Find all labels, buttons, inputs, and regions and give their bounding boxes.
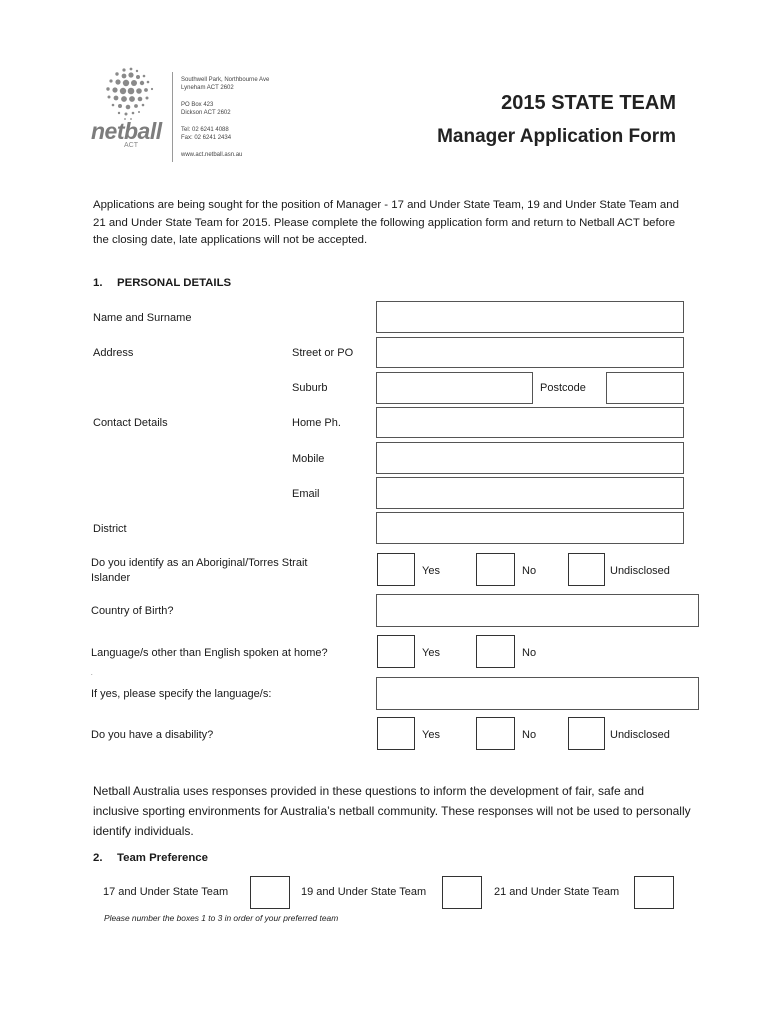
name-field[interactable] xyxy=(376,301,684,333)
language-yes-label: Yes xyxy=(422,647,440,659)
postcode-label: Postcode xyxy=(540,382,586,394)
home-phone-field[interactable] xyxy=(376,407,684,438)
team-21-label: 21 and Under State Team xyxy=(494,886,620,898)
team-19-rank-box[interactable] xyxy=(442,876,482,909)
street-label: Street or PO xyxy=(292,347,354,359)
email-label: Email xyxy=(292,488,320,500)
team-17-rank-box[interactable] xyxy=(250,876,290,909)
postcode-field[interactable] xyxy=(606,372,684,404)
team-preference-note: Please number the boxes 1 to 3 in order of your preferred team xyxy=(104,913,339,923)
disability-no-checkbox[interactable] xyxy=(476,717,515,750)
language-no-label: No xyxy=(522,647,537,659)
disability-no-label: No xyxy=(522,729,537,741)
header-divider xyxy=(172,72,173,162)
mobile-label: Mobile xyxy=(292,453,325,465)
contact-line: Fax: 02 6241 2434 xyxy=(181,135,232,141)
contact-website: www.act.netball.asn.au xyxy=(181,152,243,158)
language-no-checkbox[interactable] xyxy=(476,635,515,668)
netball-logo-dots xyxy=(100,66,166,122)
suburb-label: Suburb xyxy=(292,382,328,394)
address-label: Address xyxy=(93,347,134,359)
aboriginal-yes-label: Yes xyxy=(422,565,440,577)
aboriginal-undisclosed-checkbox[interactable] xyxy=(568,553,605,586)
section-1-heading: PERSONAL DETAILS xyxy=(117,277,232,289)
aboriginal-no-checkbox[interactable] xyxy=(476,553,515,586)
disability-question: Do you have a disability? xyxy=(91,729,214,741)
section-2-number: 2. xyxy=(93,852,103,864)
language-specify-question: If yes, please specify the language/s: xyxy=(91,688,272,700)
aboriginal-question: Do you identify as an Aboriginal/Torres Strait Islander xyxy=(91,557,308,584)
email-field[interactable] xyxy=(376,477,684,509)
stray-dot: . xyxy=(91,671,93,677)
form-title-line2: Manager Application Form xyxy=(437,126,676,147)
mobile-field[interactable] xyxy=(376,442,684,474)
contact-line: PO Box 423 xyxy=(181,102,214,108)
disclaimer-paragraph: Netball Australia uses responses provided in these questions to inform the development of fair, safe and inclusive sporting environments for Australia’s netball community. These responses will not be used to personally identify individuals. xyxy=(93,784,691,838)
disability-undisclosed-checkbox[interactable] xyxy=(568,717,605,750)
district-label: District xyxy=(93,523,127,535)
section-2-heading: Team Preference xyxy=(117,852,208,864)
language-specify-field[interactable] xyxy=(376,677,699,710)
street-field[interactable] xyxy=(376,337,684,368)
section-1-number: 1. xyxy=(93,277,103,289)
district-field[interactable] xyxy=(376,512,684,544)
name-label: Name and Surname xyxy=(93,312,192,324)
language-question: Language/s other than English spoken at home? xyxy=(91,647,328,659)
country-field[interactable] xyxy=(376,594,699,627)
intro-paragraph: Applications are being sought for the position of Manager - 17 and Under State Team, 19 and Under State Team and 21 and Under State Team for 2015. Please complete the following application form and return to Netball ACT before the closing date, late applications will not be accepted. xyxy=(93,199,679,246)
form-title-line1: 2015 STATE TEAM xyxy=(501,92,676,114)
home-phone-label: Home Ph. xyxy=(292,417,341,429)
contact-line: Southwell Park, Northbourne Ave xyxy=(181,77,270,83)
disability-undisclosed-label: Undisclosed xyxy=(610,729,670,741)
aboriginal-yes-checkbox[interactable] xyxy=(377,553,415,586)
language-yes-checkbox[interactable] xyxy=(377,635,415,668)
disability-yes-label: Yes xyxy=(422,729,440,741)
country-question: Country of Birth? xyxy=(91,605,174,617)
contact-details-label: Contact Details xyxy=(93,417,168,429)
netball-logo-sub: ACT xyxy=(124,142,138,149)
disability-yes-checkbox[interactable] xyxy=(377,717,415,750)
contact-line: Tel: 02 6241 4088 xyxy=(181,127,229,133)
team-21-rank-box[interactable] xyxy=(634,876,674,909)
netball-logo-text: netball xyxy=(91,118,162,144)
team-17-label: 17 and Under State Team xyxy=(103,886,229,898)
contact-line: Dickson ACT 2602 xyxy=(181,110,231,116)
aboriginal-undisclosed-label: Undisclosed xyxy=(610,565,670,577)
team-19-label: 19 and Under State Team xyxy=(301,886,427,898)
suburb-field[interactable] xyxy=(376,372,533,404)
contact-line: Lyneham ACT 2602 xyxy=(181,85,234,91)
aboriginal-no-label: No xyxy=(522,565,537,577)
